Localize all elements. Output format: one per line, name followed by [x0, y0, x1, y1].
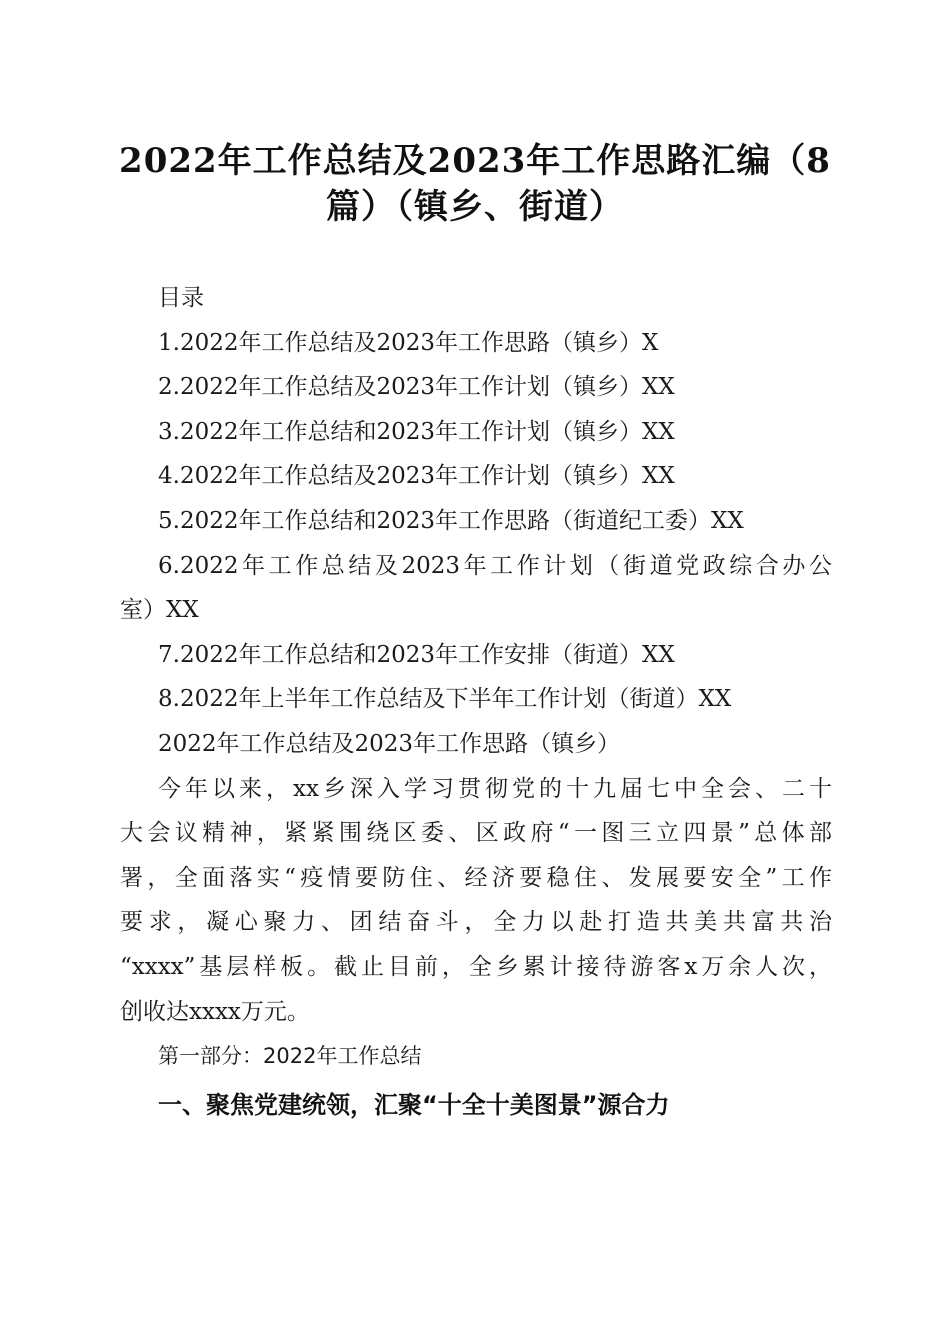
paragraph-line: 要求，凝心聚力、团结奋斗，全力以赴打造共美共富共治 [120, 909, 832, 936]
section-heading: 一、聚焦党建统领，汇聚“十全十美图景”源合力 [158, 1090, 670, 1119]
paragraph-line: “xxxx”基层样板。截止目前，全乡累计接待游客x万余人次， [120, 953, 832, 980]
toc-item: 1.2022年工作总结及2023年工作思路（镇乡）X [158, 329, 659, 356]
toc-label: 目录 [158, 285, 204, 311]
toc-item: 6.2022年工作总结及2023年工作计划（街道党政综合办公 [158, 552, 832, 579]
document-title [110, 138, 840, 230]
section-title: 2022年工作总结及2023年工作思路（镇乡） [158, 730, 621, 757]
toc-item: 4.2022年工作总结及2023年工作计划（镇乡）XX [158, 463, 675, 490]
part-heading: 第一部分：2022年工作总结 [158, 1044, 422, 1069]
toc-item: 8.2022年上半年工作总结及下半年工作计划（街道）XX [158, 686, 732, 713]
document-body [120, 276, 832, 1127]
toc-item: 2.2022年工作总结及2023年工作计划（镇乡）XX [158, 374, 675, 401]
paragraph-line: 今年以来，xx乡深入学习贯彻党的十九届七中全会、二十 [158, 775, 832, 802]
paragraph-line: 创收达xxxx万元。 [120, 998, 310, 1025]
paragraph-line: 署，全面落实“疫情要防住、经济要稳住、发展要安全”工作 [120, 864, 832, 891]
toc-item: 7.2022年工作总结和2023年工作安排（街道）XX [158, 641, 675, 668]
toc-item: 3.2022年工作总结和2023年工作计划（镇乡）XX [158, 418, 675, 445]
toc-item: 5.2022年工作总结和2023年工作思路（街道纪工委）XX [158, 507, 744, 534]
title-line-1: 2022年工作总结及2023年工作思路汇编（8 [119, 141, 831, 181]
paragraph-line: 大会议精神，紧紧围绕区委、区政府“一图三立四景”总体部 [120, 820, 832, 847]
toc-item-continuation: 室）XX [120, 597, 199, 624]
title-line-2: 篇）（镇乡、街道） [326, 187, 624, 227]
